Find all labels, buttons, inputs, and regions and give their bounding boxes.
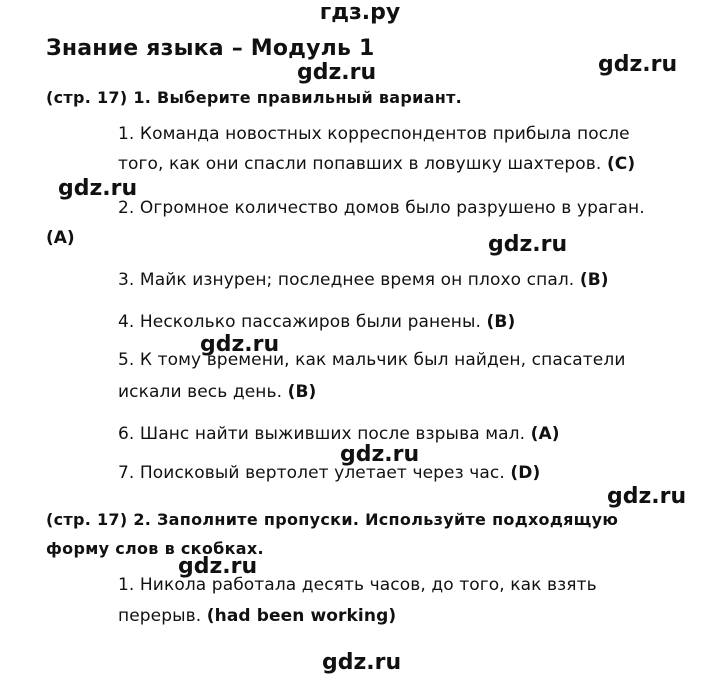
answer: (A): [46, 228, 75, 248]
item-text: 3. Майк изнурен; последнее время он плохо спал.: [118, 270, 575, 290]
section-2-title-continuation: форму слов в скобках.: [46, 539, 264, 558]
item-text: того, как они спасли попавших в ловушку шахтеров.: [118, 154, 602, 174]
item-text: 7. Поисковый вертолет улетает через час.: [118, 463, 505, 483]
watermark: gdz.ru: [607, 484, 687, 509]
item-text: 6. Шанс найти выживших после взрыва мал.: [118, 424, 526, 444]
item-text: перерыв.: [118, 606, 202, 626]
item-text: 1. Никола работала десять часов, до того, как взять: [118, 575, 597, 595]
watermark: gdz.ru: [488, 232, 568, 257]
list-item: [118, 198, 645, 218]
answer: (D): [510, 463, 541, 483]
list-item: [118, 463, 540, 483]
answer: (had been working): [206, 606, 397, 626]
list-item: [118, 424, 560, 444]
answer: (B): [287, 382, 317, 402]
item-text: 2. Огромное количество домов было разрушено в ураган.: [118, 198, 645, 218]
item-text: 1. Команда новостных корреспондентов прибыла после: [118, 124, 630, 144]
list-item: [118, 270, 609, 290]
answer: (C): [606, 154, 636, 174]
watermark: gdz.ru: [322, 650, 402, 675]
list-item-continuation: [118, 154, 635, 174]
watermark: gdz.ru: [297, 60, 377, 85]
site-header: гдз.ру: [319, 0, 401, 25]
item-text: искали весь день.: [118, 382, 283, 402]
list-item: [118, 312, 515, 332]
answer: (A): [530, 424, 560, 444]
answer: (B): [579, 270, 609, 290]
list-item: [118, 350, 625, 370]
list-item: [118, 575, 597, 595]
section-2-title: (стр. 17) 2. Заполните пропуски. Используйте подходящую: [46, 510, 619, 529]
watermark: gdz.ru: [58, 176, 138, 201]
module-title: Знание языка – Модуль 1: [46, 36, 375, 61]
list-item: [118, 124, 630, 144]
watermark: gdz.ru: [178, 554, 258, 579]
item-text: 4. Несколько пассажиров были ранены.: [118, 312, 482, 332]
section-1-title: (стр. 17) 1. Выберите правильный вариант.: [46, 88, 463, 107]
item-text: 5. К тому времени, как мальчик был найден, спасатели: [118, 350, 626, 370]
list-item-continuation: [118, 606, 396, 626]
answer: (B): [486, 312, 516, 332]
list-item-continuation: [118, 382, 316, 402]
watermark: gdz.ru: [340, 442, 420, 467]
watermark: gdz.ru: [598, 52, 678, 77]
watermark: gdz.ru: [200, 332, 280, 357]
